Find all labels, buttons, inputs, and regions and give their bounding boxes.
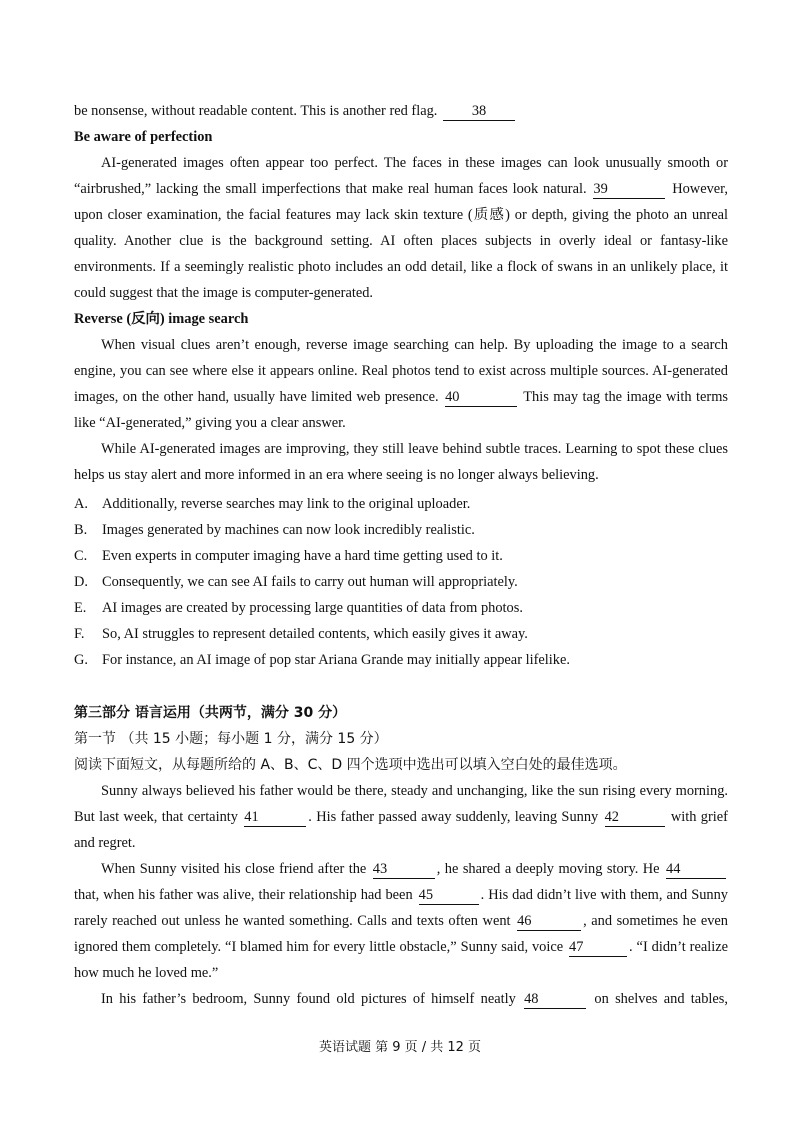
passage-line: environments. If a seemingly realistic photo includes an odd detail, like a flock of swans in an unlikely place, it bbox=[74, 259, 728, 275]
option-text[interactable]: So, AI struggles to represent detailed contents, which easily gives it away. bbox=[102, 626, 528, 642]
passage-line: like “AI-generated,” giving you a clear answer. bbox=[74, 415, 346, 431]
option-letter: B. bbox=[74, 522, 88, 538]
option-text[interactable]: Consequently, we can see AI fails to carry out human will appropriately. bbox=[102, 574, 518, 590]
passage-line: could suggest that the image is computer-generated. bbox=[74, 285, 374, 301]
text: that, when his father was alive, their relationship had been bbox=[74, 887, 413, 903]
option-text[interactable]: AI images are created by processing large quantities of data from photos. bbox=[102, 600, 523, 616]
option-text[interactable]: Even experts in computer imaging have a hard time getting used to it. bbox=[102, 548, 503, 564]
passage-line: When visual clues aren’t enough, reverse image searching can help. By uploading the image to a search bbox=[101, 337, 728, 353]
text: with grief bbox=[670, 809, 728, 825]
text: , he shared a deeply moving story. He bbox=[436, 861, 660, 877]
option-letter: G. bbox=[74, 652, 88, 668]
text: This may tag the image with terms bbox=[523, 389, 728, 405]
text: “airbrushed,” lacking the small imperfections that make real human faces look natural. bbox=[74, 181, 587, 197]
part3-title: 第三部分 语言运用（共两节，满分 30 分） bbox=[74, 705, 347, 721]
blank-39[interactable]: 39 bbox=[593, 180, 665, 199]
passage-line: upon closer examination, the facial features may lack skin texture (质感) or depth, giving the photo an unreal bbox=[74, 207, 728, 223]
text: ignored them completely. “I blamed him for every little obstacle,” Sunny said, voice bbox=[74, 939, 564, 955]
text: , and sometimes he even bbox=[583, 913, 728, 929]
blank-40[interactable]: 40 bbox=[445, 388, 517, 407]
option-text[interactable]: Additionally, reverse searches may link to the original uploader. bbox=[102, 496, 471, 512]
passage-line bbox=[101, 856, 728, 882]
passage-line: and regret. bbox=[74, 835, 136, 851]
instruction: 阅读下面短文，从每题所给的 A、B、C、D 四个选项中选出可以填入空白处的最佳选项。 bbox=[74, 757, 627, 773]
text: be nonsense, without readable content. This is another red flag. bbox=[74, 103, 438, 119]
passage-line bbox=[74, 804, 728, 830]
text: . His dad didn’t live with them, and Sunny bbox=[480, 887, 728, 903]
text: In his father’s bedroom, Sunny found old pictures of himself neatly bbox=[101, 991, 516, 1007]
passage-line: While AI-generated images are improving, they still leave behind subtle traces. Learning to spot these clues bbox=[101, 441, 728, 457]
text: But last week, that certainty bbox=[74, 809, 238, 825]
blank-38[interactable]: 38 bbox=[443, 102, 515, 121]
heading-reverse-search: Reverse (反向) image search bbox=[74, 311, 249, 327]
option-letter: C. bbox=[74, 548, 88, 564]
blank-43[interactable]: 43 bbox=[373, 860, 435, 879]
text: rarely reached out unless he wanted something. Calls and texts often went bbox=[74, 913, 511, 929]
passage-line: how much he loved me.” bbox=[74, 965, 219, 981]
text: on shelves and tables, bbox=[594, 991, 728, 1007]
text: However, bbox=[672, 181, 728, 197]
heading-perfection: Be aware of perfection bbox=[74, 129, 213, 145]
passage-line bbox=[74, 98, 728, 124]
passage-line: quality. Another clue is the background setting. AI often places subjects in overly ideal or fantasy-like bbox=[74, 233, 728, 249]
passage-line: AI-generated images often appear too perfect. The faces in these images can look unusually smooth or bbox=[101, 155, 728, 171]
option-text[interactable]: For instance, an AI image of pop star Ariana Grande may initially appear lifelike. bbox=[102, 652, 570, 668]
blank-44[interactable]: 44 bbox=[666, 860, 726, 879]
passage-line bbox=[74, 908, 728, 934]
blank-45[interactable]: 45 bbox=[419, 886, 479, 905]
option-letter: A. bbox=[74, 496, 88, 512]
passage-line bbox=[74, 934, 728, 960]
option-letter: D. bbox=[74, 574, 88, 590]
section1-title: 第一节 （共 15 小题；每小题 1 分，满分 15 分） bbox=[74, 731, 388, 747]
blank-48[interactable]: 48 bbox=[524, 990, 586, 1009]
blank-42[interactable]: 42 bbox=[605, 808, 665, 827]
passage-line bbox=[74, 882, 728, 908]
passage-line bbox=[74, 176, 728, 202]
passage-line bbox=[101, 986, 728, 1012]
option-letter: F. bbox=[74, 626, 85, 642]
blank-41[interactable]: 41 bbox=[244, 808, 306, 827]
option-letter: E. bbox=[74, 600, 87, 616]
passage-line: Sunny always believed his father would be there, steady and unchanging, like the sun rising every morning. bbox=[101, 783, 728, 799]
text: When Sunny visited his close friend after the bbox=[101, 861, 367, 877]
text: . “I didn’t realize bbox=[629, 939, 728, 955]
option-text[interactable]: Images generated by machines can now look incredibly realistic. bbox=[102, 522, 475, 538]
text: . His father passed away suddenly, leaving Sunny bbox=[308, 809, 599, 825]
passage-line: helps us stay alert and more informed in an era where seeing is no longer always believing. bbox=[74, 467, 599, 483]
text: images, on the other hand, usually have limited web presence. bbox=[74, 389, 439, 405]
passage-line: engine, you can see where else it appears online. Real photos tend to exist across multiple sources. AI-generated bbox=[74, 363, 728, 379]
page-footer: 英语试题 第 9 页 / 共 12 页 bbox=[318, 1040, 482, 1055]
blank-46[interactable]: 46 bbox=[517, 912, 581, 931]
blank-47[interactable]: 47 bbox=[569, 938, 627, 957]
passage-line bbox=[74, 384, 728, 410]
